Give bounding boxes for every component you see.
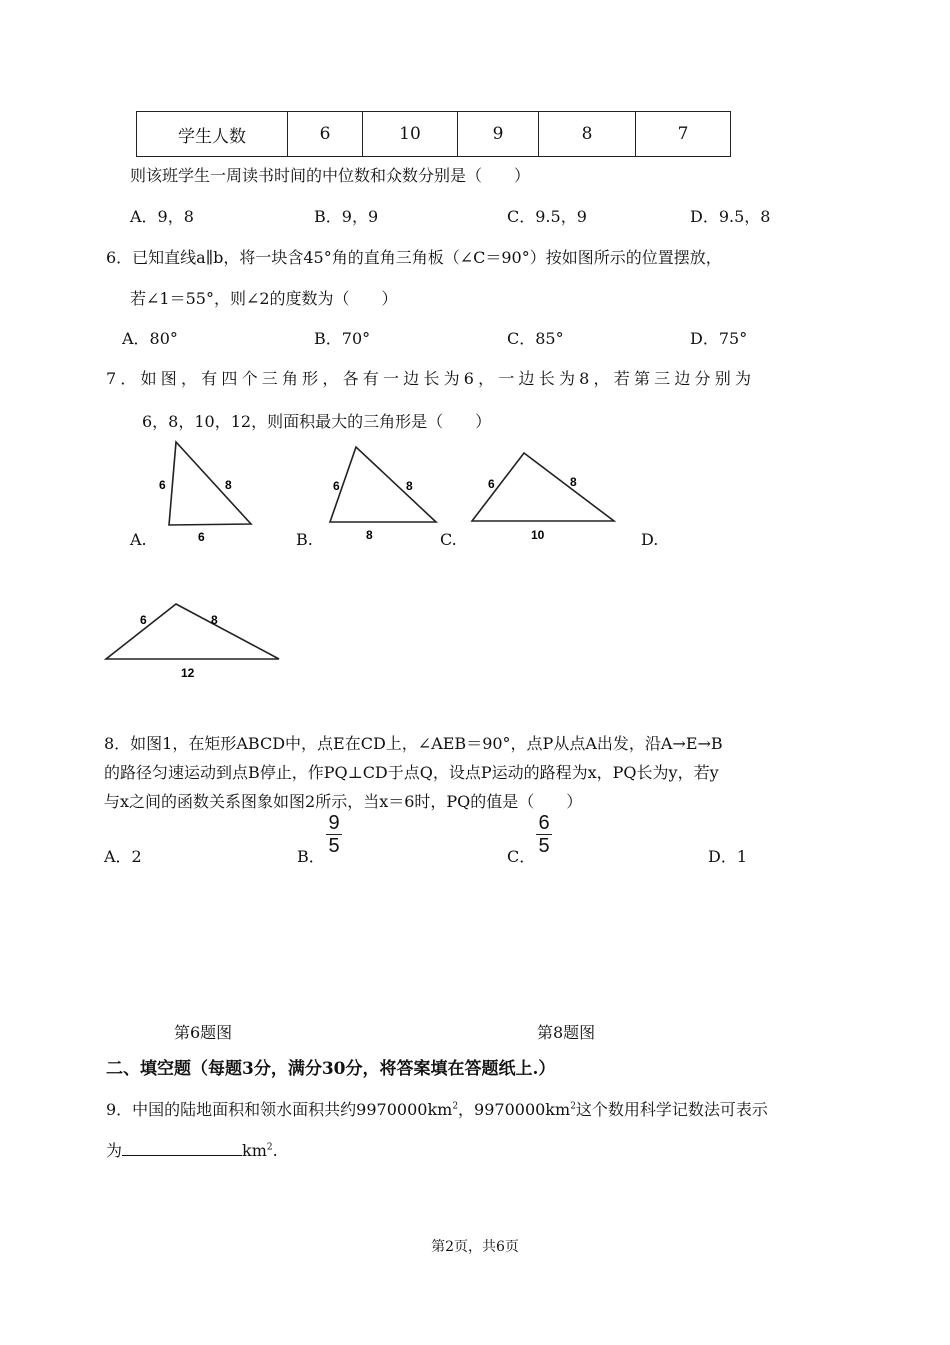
triangle-c-left-label: 6 [488, 477, 495, 491]
q8-option-c: C． [507, 847, 536, 866]
q9-text-part3: 这个数用科学记数法可表示 [575, 1100, 768, 1119]
q7-stem-line1: 7．如图，有四个三角形，各有一边长为6，一边长为8，若第三边分别为 [106, 369, 756, 388]
q8-stem-line3: 与x之间的函数关系图象如图2所示，当x＝6时，PQ的值是（ ） [104, 792, 583, 811]
q8-option-b-fraction [326, 813, 342, 856]
table-cell: 7 [636, 112, 731, 157]
fraction-denominator: 5 [328, 835, 340, 857]
triangle-d-left-label: 6 [140, 613, 147, 627]
q8-option-b: B． [297, 847, 325, 866]
q5-option-d: D．9.5，8 [690, 207, 771, 226]
q7-option-d: D. [641, 530, 659, 549]
q9-stem-line1 [106, 1097, 768, 1120]
q9-line2-unit: km [242, 1141, 267, 1160]
triangle-d-figure [100, 596, 285, 686]
triangle-a-right-label: 8 [225, 478, 232, 492]
q6-option-a: A．80° [122, 329, 178, 348]
fraction-denominator: 5 [538, 835, 550, 857]
triangle-d-right-label: 8 [211, 613, 218, 627]
q6-option-c: C．85° [507, 329, 564, 348]
q5-stem: 则该班学生一周读书时间的中位数和众数分别是（ ） [130, 166, 531, 185]
figure-6-caption: 第6题图 [174, 1023, 233, 1042]
figure-8-caption: 第8题图 [537, 1023, 596, 1042]
q6-option-d: D．75° [690, 329, 748, 348]
q7-option-a: A. [130, 530, 147, 549]
q5-option-c: C．9.5，9 [507, 207, 587, 226]
q6-stem-line1: 6．已知直线a∥b，将一块含45°角的直角三角板（∠C＝90°）按如图所示的位置摆放， [106, 248, 722, 267]
q9-line2-end: . [272, 1141, 278, 1160]
table-label-cell: 学生人数 [137, 112, 288, 157]
triangle-a [169, 442, 251, 525]
triangle-c-figure [466, 446, 621, 546]
page-footer: 第2页，共6页 [431, 1239, 519, 1255]
section-2-heading: 二、填空题（每题3分，满分30分，将答案填在答题纸上.） [106, 1059, 556, 1079]
table-cell: 8 [539, 112, 636, 157]
q6-stem-line2: 若∠1＝55°，则∠2的度数为（ ） [130, 289, 398, 308]
q8-stem-line2: 的路径匀速运动到点B停止，作PQ⊥CD于点Q，设点P运动的路程为x，PQ长为y，若y [104, 763, 719, 782]
q7-option-c: C. [440, 530, 457, 549]
q7-option-b: B. [296, 530, 313, 549]
table-row [137, 112, 731, 157]
q9-stem-line2 [106, 1138, 278, 1161]
q7-stem-line2: 6，8，10，12，则面积最大的三角形是（ ） [142, 412, 492, 431]
triangle-a-base-label: 6 [198, 530, 205, 544]
triangle-b-right-label: 8 [406, 479, 413, 493]
triangle-c-base-label: 10 [531, 528, 545, 542]
triangle-b-base-label: 8 [366, 528, 373, 542]
answer-blank[interactable] [122, 1139, 242, 1156]
triangle-b [330, 447, 436, 522]
triangle-a-figure [150, 436, 260, 546]
table-cell: 9 [458, 112, 539, 157]
triangle-d [106, 604, 279, 659]
q8-option-d: D．1 [708, 847, 748, 866]
superscript: 2 [570, 1101, 576, 1112]
superscript: 2 [266, 1142, 273, 1153]
table-cell: 10 [363, 112, 458, 157]
q6-option-b: B．70° [314, 329, 371, 348]
q5-option-a: A．9，8 [130, 207, 194, 226]
q8-option-c-fraction [536, 813, 552, 856]
table-cell: 6 [288, 112, 363, 157]
q5-option-b: B．9，9 [314, 207, 379, 226]
triangle-b-figure [320, 440, 445, 545]
triangle-a-left-label: 6 [159, 478, 166, 492]
triangle-b-left-label: 6 [333, 479, 340, 493]
reading-time-table [136, 111, 731, 157]
q9-text-part1: 9．中国的陆地面积和领水面积共约9970000km [106, 1100, 453, 1119]
q9-text-part2: ，9970000km [458, 1100, 571, 1119]
triangle-d-base-label: 12 [181, 666, 195, 680]
q9-line2-prefix: 为 [106, 1141, 123, 1160]
q8-stem-line1: 8．如图1，在矩形ABCD中，点E在CD上，∠AEB＝90°，点P从点A出发，沿A→E→B [104, 734, 723, 753]
superscript: 2 [452, 1101, 459, 1112]
triangle-c-right-label: 8 [570, 475, 577, 489]
q8-option-a: A．2 [104, 847, 142, 866]
fraction-numerator: 9 [328, 812, 340, 834]
fraction-numerator: 6 [538, 812, 550, 834]
